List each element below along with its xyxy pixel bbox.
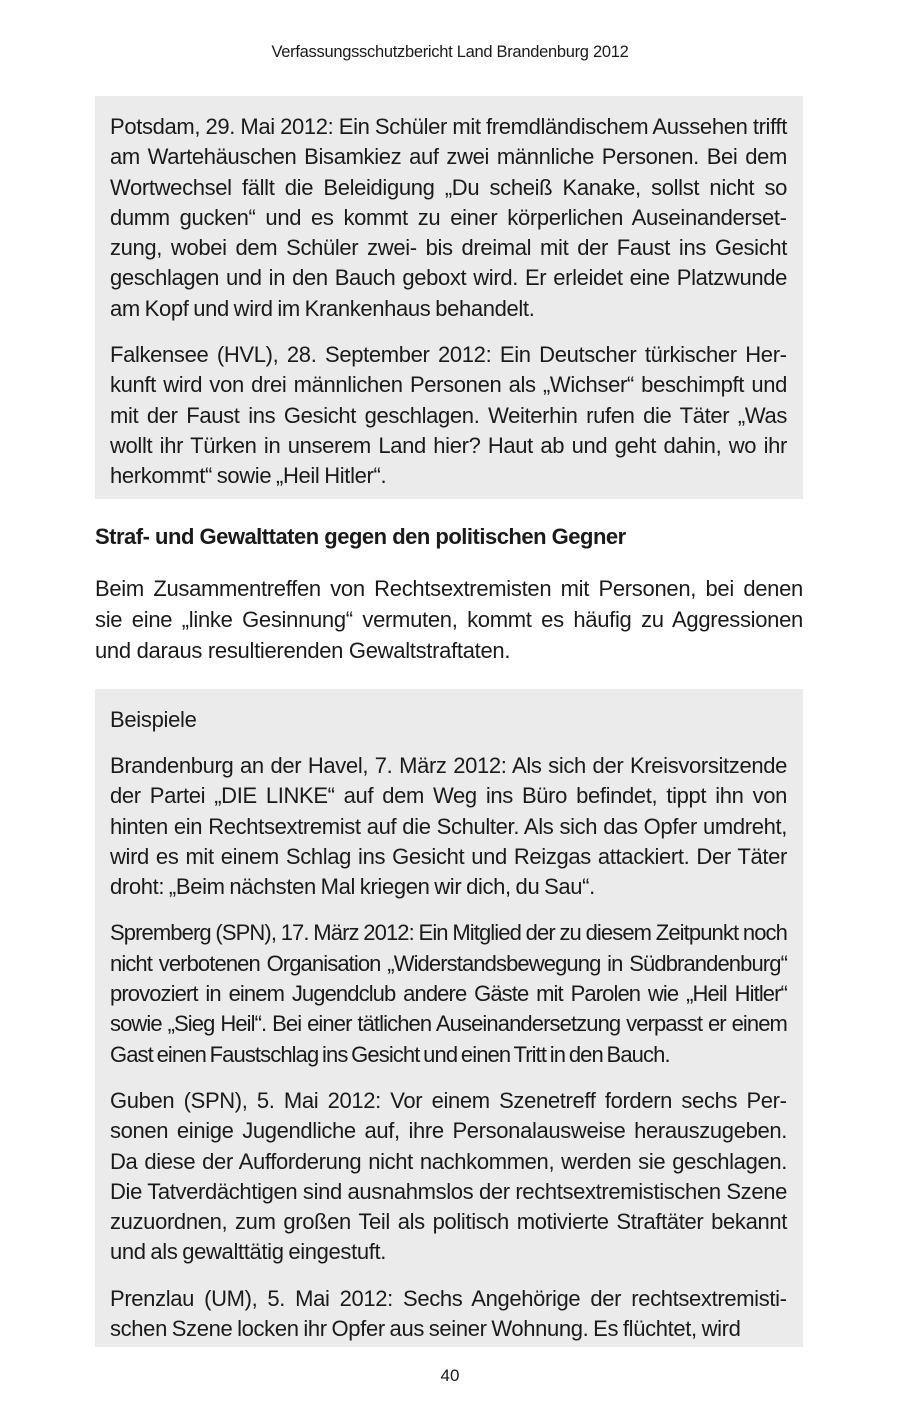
example-paragraph: Prenzlau (UM), 5. Mai 2012: Sechs Angehörige der rechtsextremistischen Szene locken ihr Opfer aus seiner Wohnung. Es flüchtet, wird xyxy=(110,1285,787,1342)
example-box-xenophobic xyxy=(95,96,803,499)
example-paragraph: Potsdam, 29. Mai 2012: Ein Schüler mit fremdländischem Aussehen trifft am Wartehäuschen Bisamkiez auf zwei männliche Personen. Bei dem Wortwechsel fällt die Beleidigung „Du scheiß Kanake, sollst nicht so dumm gucken“ und es kommt zu einer körperlichen Auseinandersetzung, wobei dem Schüler zwei- bis dreimal mit der Faust ins Gesicht geschlagen und in den Bauch geboxt wird. Er erleidet eine Platzwunde am Kopf und wird im Krankenhaus behandelt. xyxy=(110,114,787,321)
example-paragraph: Guben (SPN), 5. Mai 2012: Vor einem Szenetreff fordern sechs Personen einige Jugendliche auf, ihre Personalausweise herauszugeben. Da diese der Aufforderung nicht nachkommen, werden sie geschlagen. Die Tatverdächtigen sind ausnahmslos der rechtsextremistischen Szene zuzuordnen, zum großen Teil als politisch motivierte Straftäter bekannt und als gewalttätig eingestuft. xyxy=(110,1087,787,1265)
example-paragraph: Spremberg (SPN), 17. März 2012: Ein Mitglied der zu diesem Zeitpunkt noch nicht verbotenen Organisation „Widerstandsbewegung in Südbrandenburg“ provoziert in einem Jugendclub andere Gäste mit Parolen wie „Heil Hitler“ sowie „Sieg Heil“. Bei einer tätlichen Auseinandersetzung verpasst er einem Gast einen Faustschlag ins Gesicht und einen Tritt in den Bauch. xyxy=(110,920,787,1067)
section-body-text: Beim Zusammentreffen von Rechtsextremisten mit Personen, bei denen sie eine „linke Gesinnung“ vermuten, kommt es häufig zu Aggressionen und daraus resultierenden Gewaltstraftaten. xyxy=(95,576,803,663)
section-heading: Straf- und Gewalttaten gegen den politischen Gegner xyxy=(95,524,626,549)
example-paragraph: Brandenburg an der Havel, 7. März 2012: Als sich der Kreisvorsitzende der Partei „DIE LINKE“ auf dem Weg ins Büro befindet, tippt ihn von hinten ein Rechtsextremist auf die Schulter. Als sich das Opfer umdreht, wird es mit einem Schlag ins Gesicht und Reizgas attackiert. Der Täter droht: „Beim nächsten Mal kriegen wir dich, du Sau“. xyxy=(110,753,787,900)
running-header: Verfassungsschutzbericht Land Brandenburg 2012 xyxy=(271,42,629,61)
page-number: 40 xyxy=(440,1366,460,1385)
example-box-political-opponent xyxy=(95,689,803,1347)
examples-label: Beispiele xyxy=(110,707,197,732)
example-paragraph: Falkensee (HVL), 28. September 2012: Ein Deutscher türkischer Herkunft wird von drei männlichen Personen als „Wichser“ beschimpft und mit der Faust ins Gesicht geschlagen. Weiterhin rufen die Täter „Was wollt ihr Türken in unserem Land hier? Haut ab und geht dahin, wo ihr herkommt“ sowie „Heil Hitler“. xyxy=(110,342,787,489)
